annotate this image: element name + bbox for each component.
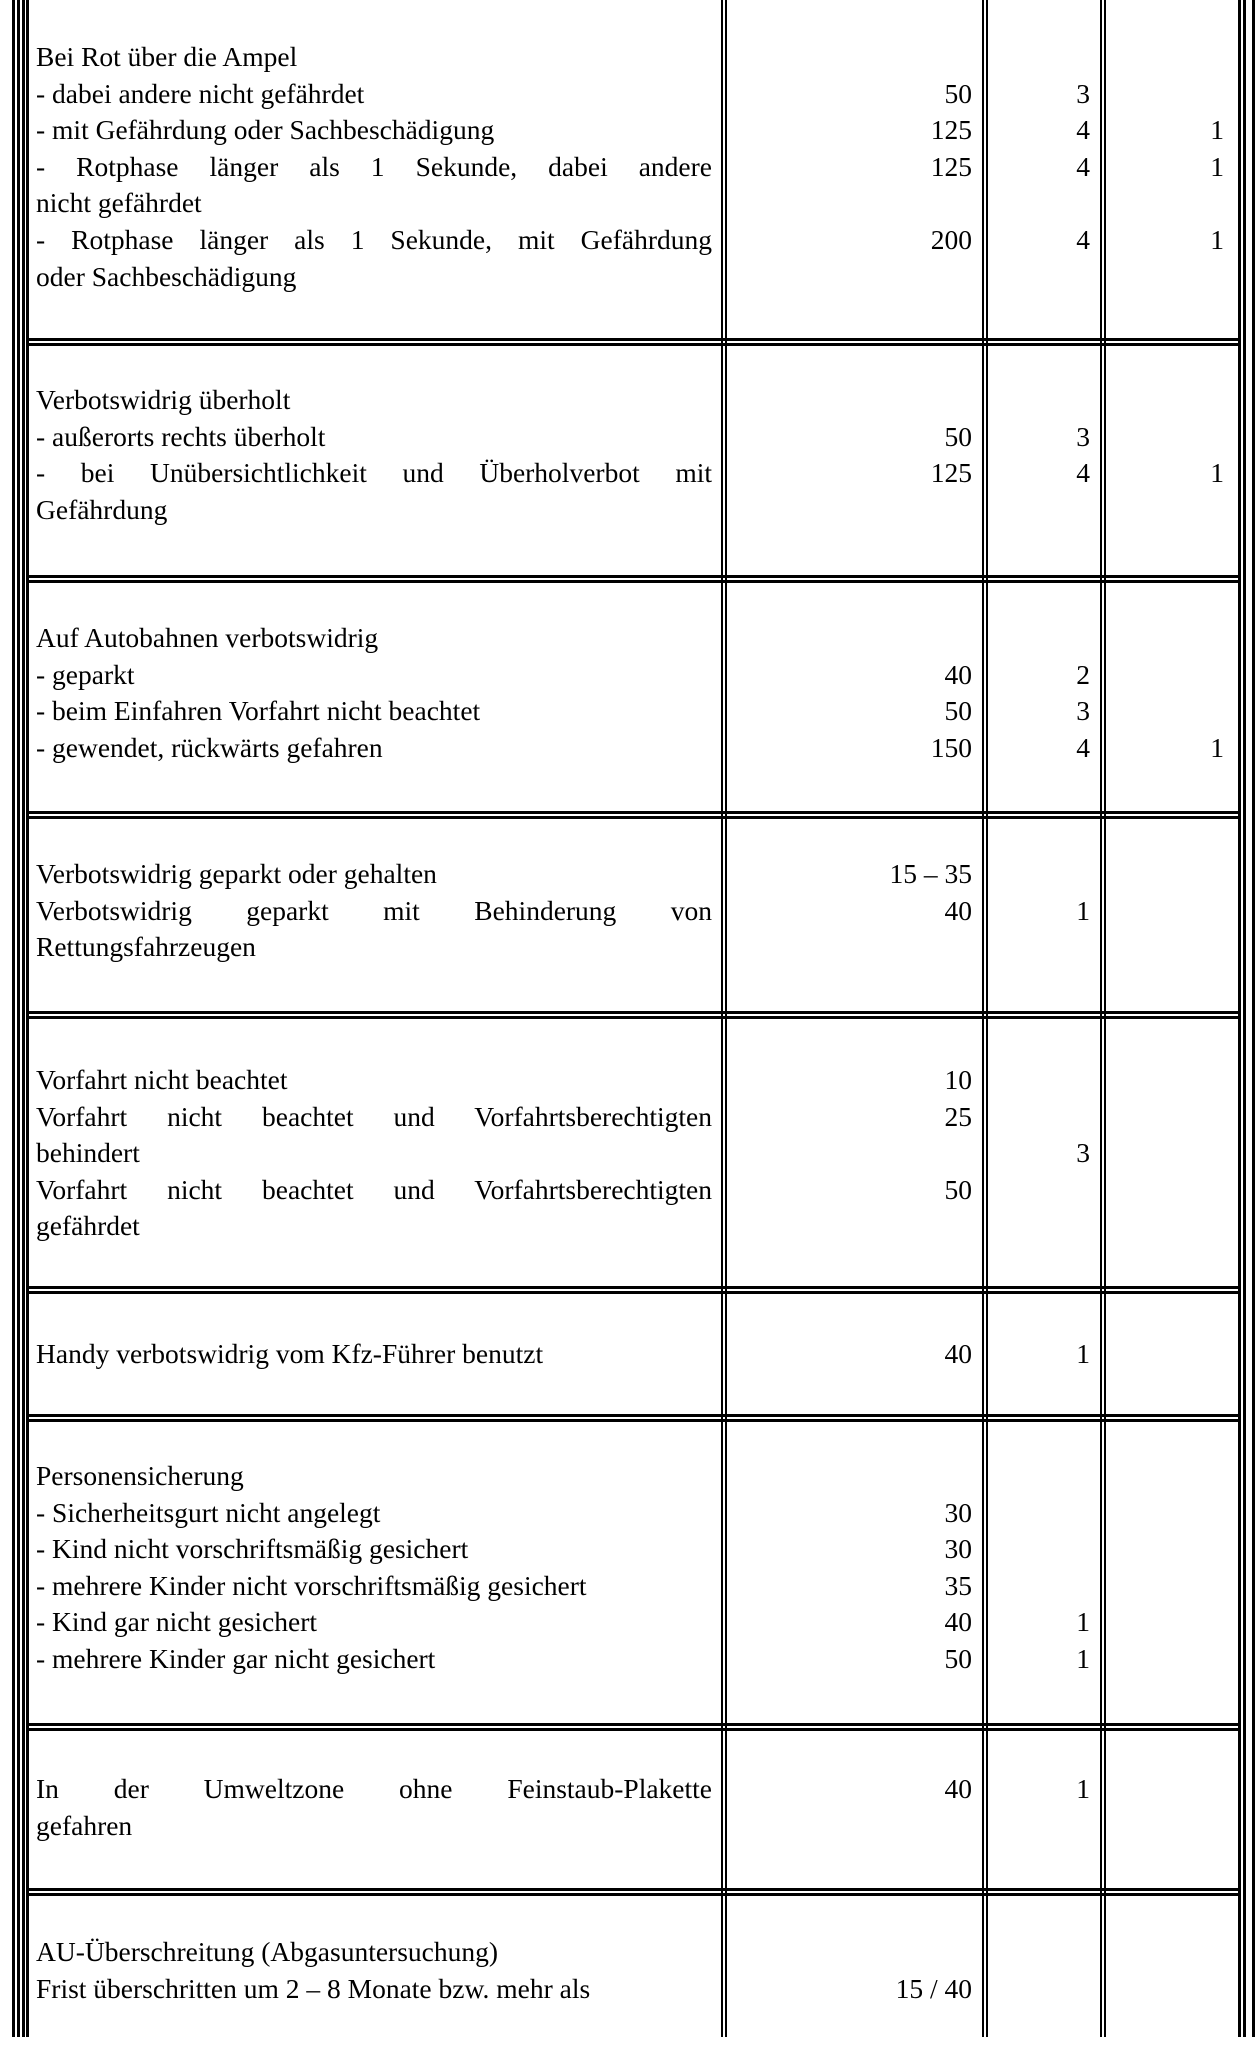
violation-description: - Rotphase länger als 1 Sekunde, mit Gefährdung [36,224,712,255]
table-line [0,1134,1260,1171]
table-line [0,1567,1260,1604]
fine-amount: 10 [944,1064,972,1095]
violation-description: - bei Unübersichtlichkeit und Überholverbot mit [36,457,712,489]
table-row [0,1420,1260,1725]
table-line [0,1335,1260,1372]
table-line [0,1530,1260,1567]
table-line [0,855,1260,892]
table-row [0,344,1260,577]
table-line [0,656,1260,693]
fine-amount: 200 [930,224,972,255]
table-line [0,729,1260,766]
violation-description: - Sicherheitsgurt nicht angelegt [36,1496,381,1528]
violation-description: oder Sachbeschädigung [36,260,297,292]
penalty-points: 4 [1076,731,1090,763]
violation-description: - geparkt [36,658,135,690]
table-row [0,1292,1260,1416]
table-line [0,1970,1260,2007]
violation-description: AU-Überschreitung (Abgasuntersuchung) [36,1936,499,1967]
table-line [0,1640,1260,1677]
table-line [0,928,1260,965]
table-line [0,1807,1260,1844]
table-line [0,1061,1260,1098]
table-line [0,184,1260,221]
fine-amount: 50 [944,420,972,452]
table-line [0,221,1260,258]
table-line [0,1171,1260,1208]
fine-amount: 40 [944,1338,972,1369]
violation-description: - mehrere Kinder nicht vorschriftsmäßig gesichert [36,1569,587,1601]
table-line [0,75,1260,112]
penalty-points: 3 [1076,77,1090,109]
table-line [0,418,1260,455]
fine-amount: 50 [944,695,972,727]
violation-description: - mehrere Kinder gar nicht gesichert [36,1643,436,1674]
penalty-points: 4 [1076,114,1090,146]
penalty-points: 1 [1076,1773,1090,1804]
table-line [0,258,1260,295]
driving-ban-months: 1 [1210,150,1224,182]
fine-amount: 30 [944,1533,972,1565]
violation-description: - mit Gefährdung oder Sachbeschädigung [36,114,495,146]
fine-amount: 125 [930,457,972,489]
violation-description: - beim Einfahren Vorfahrt nicht beachtet [36,695,481,727]
table-line [0,1603,1260,1640]
fine-amount: 15 / 40 [895,1972,972,2004]
table-line [0,381,1260,418]
fine-amount: 50 [944,1173,972,1205]
fine-amount: 40 [944,658,972,690]
violation-description: Rettungsfahrzeugen [36,931,256,963]
table-line [0,1207,1260,1244]
driving-ban-months: 1 [1210,457,1224,489]
penalty-points: 4 [1076,457,1090,489]
table-row [0,1894,1260,2037]
penalty-points: 1 [1076,894,1090,926]
penalty-points: 4 [1076,150,1090,182]
penalty-points: 3 [1076,1137,1090,1169]
violation-description: Gefährdung [36,493,168,525]
table-line [0,619,1260,656]
fine-amount: 35 [944,1569,972,1601]
table-row [0,0,1260,340]
penalty-points: 1 [1076,1338,1090,1369]
table-line [0,1457,1260,1494]
violation-description: Vorfahrt nicht beachtet und Vorfahrtsberechtigten [36,1173,712,1205]
fine-amount: 50 [944,1643,972,1674]
violation-description: Frist überschritten um 2 – 8 Monate bzw. mehr als [36,1972,591,2004]
table-line [0,892,1260,929]
violation-description: Bei Rot über die Ampel [36,41,298,72]
violation-description: nicht gefährdet [36,187,202,219]
fine-amount: 25 [944,1100,972,1132]
table-row [0,1729,1260,1890]
violation-description: - Kind nicht vorschriftsmäßig gesichert [36,1533,469,1565]
driving-ban-months: 1 [1210,224,1224,255]
table-line [0,1933,1260,1970]
driving-ban-months: 1 [1210,731,1224,763]
violation-description: gefährdet [36,1210,140,1242]
table-line [0,1494,1260,1531]
penalty-points: 1 [1076,1643,1090,1674]
violation-description: Verbotswidrig überholt [36,384,291,415]
table-line [0,111,1260,148]
violation-description: - außerorts rechts überholt [36,420,326,452]
fine-amount: 150 [930,731,972,763]
table-line [0,1770,1260,1807]
penalty-points: 1 [1076,1606,1090,1638]
violation-description: behindert [36,1137,140,1169]
violation-description: - dabei andere nicht gefährdet [36,77,365,109]
table-line [0,491,1260,528]
table-line [0,148,1260,185]
violation-description: Vorfahrt nicht beachtet [36,1064,288,1095]
fine-amount: 125 [930,150,972,182]
table-row [0,817,1260,1013]
penalty-points: 2 [1076,658,1090,690]
table-line [0,454,1260,491]
violation-description: In der Umweltzone ohne Feinstaub-Plakette [36,1773,712,1804]
fine-amount: 50 [944,77,972,109]
violation-description: gefahren [36,1809,133,1841]
violation-description: - gewendet, rückwärts gefahren [36,731,383,763]
violation-description: Auf Autobahnen verbotswidrig [36,622,379,653]
table-row [0,1017,1260,1288]
fine-amount: 30 [944,1496,972,1528]
violation-description: Vorfahrt nicht beachtet und Vorfahrtsberechtigten [36,1100,712,1132]
penalty-points: 3 [1076,695,1090,727]
table-row [0,581,1260,813]
violation-description: Personensicherung [36,1460,244,1491]
fine-amount: 40 [944,1773,972,1804]
fine-amount: 40 [944,894,972,926]
driving-ban-months: 1 [1210,114,1224,146]
penalty-points: 4 [1076,224,1090,255]
violation-description: Handy verbotswidrig vom Kfz-Führer benutzt [36,1338,544,1369]
violation-description: Verbotswidrig geparkt oder gehalten [36,858,437,889]
penalty-points: 3 [1076,420,1090,452]
violation-description: Verbotswidrig geparkt mit Behinderung von [36,894,712,926]
table-line [0,1098,1260,1135]
table-line [0,692,1260,729]
violation-description: - Kind gar nicht gesichert [36,1606,318,1638]
table-line [0,38,1260,75]
fine-amount: 125 [930,114,972,146]
fine-amount: 40 [944,1606,972,1638]
violation-description: - Rotphase länger als 1 Sekunde, dabei andere [36,150,712,182]
fine-amount: 15 – 35 [889,858,972,889]
